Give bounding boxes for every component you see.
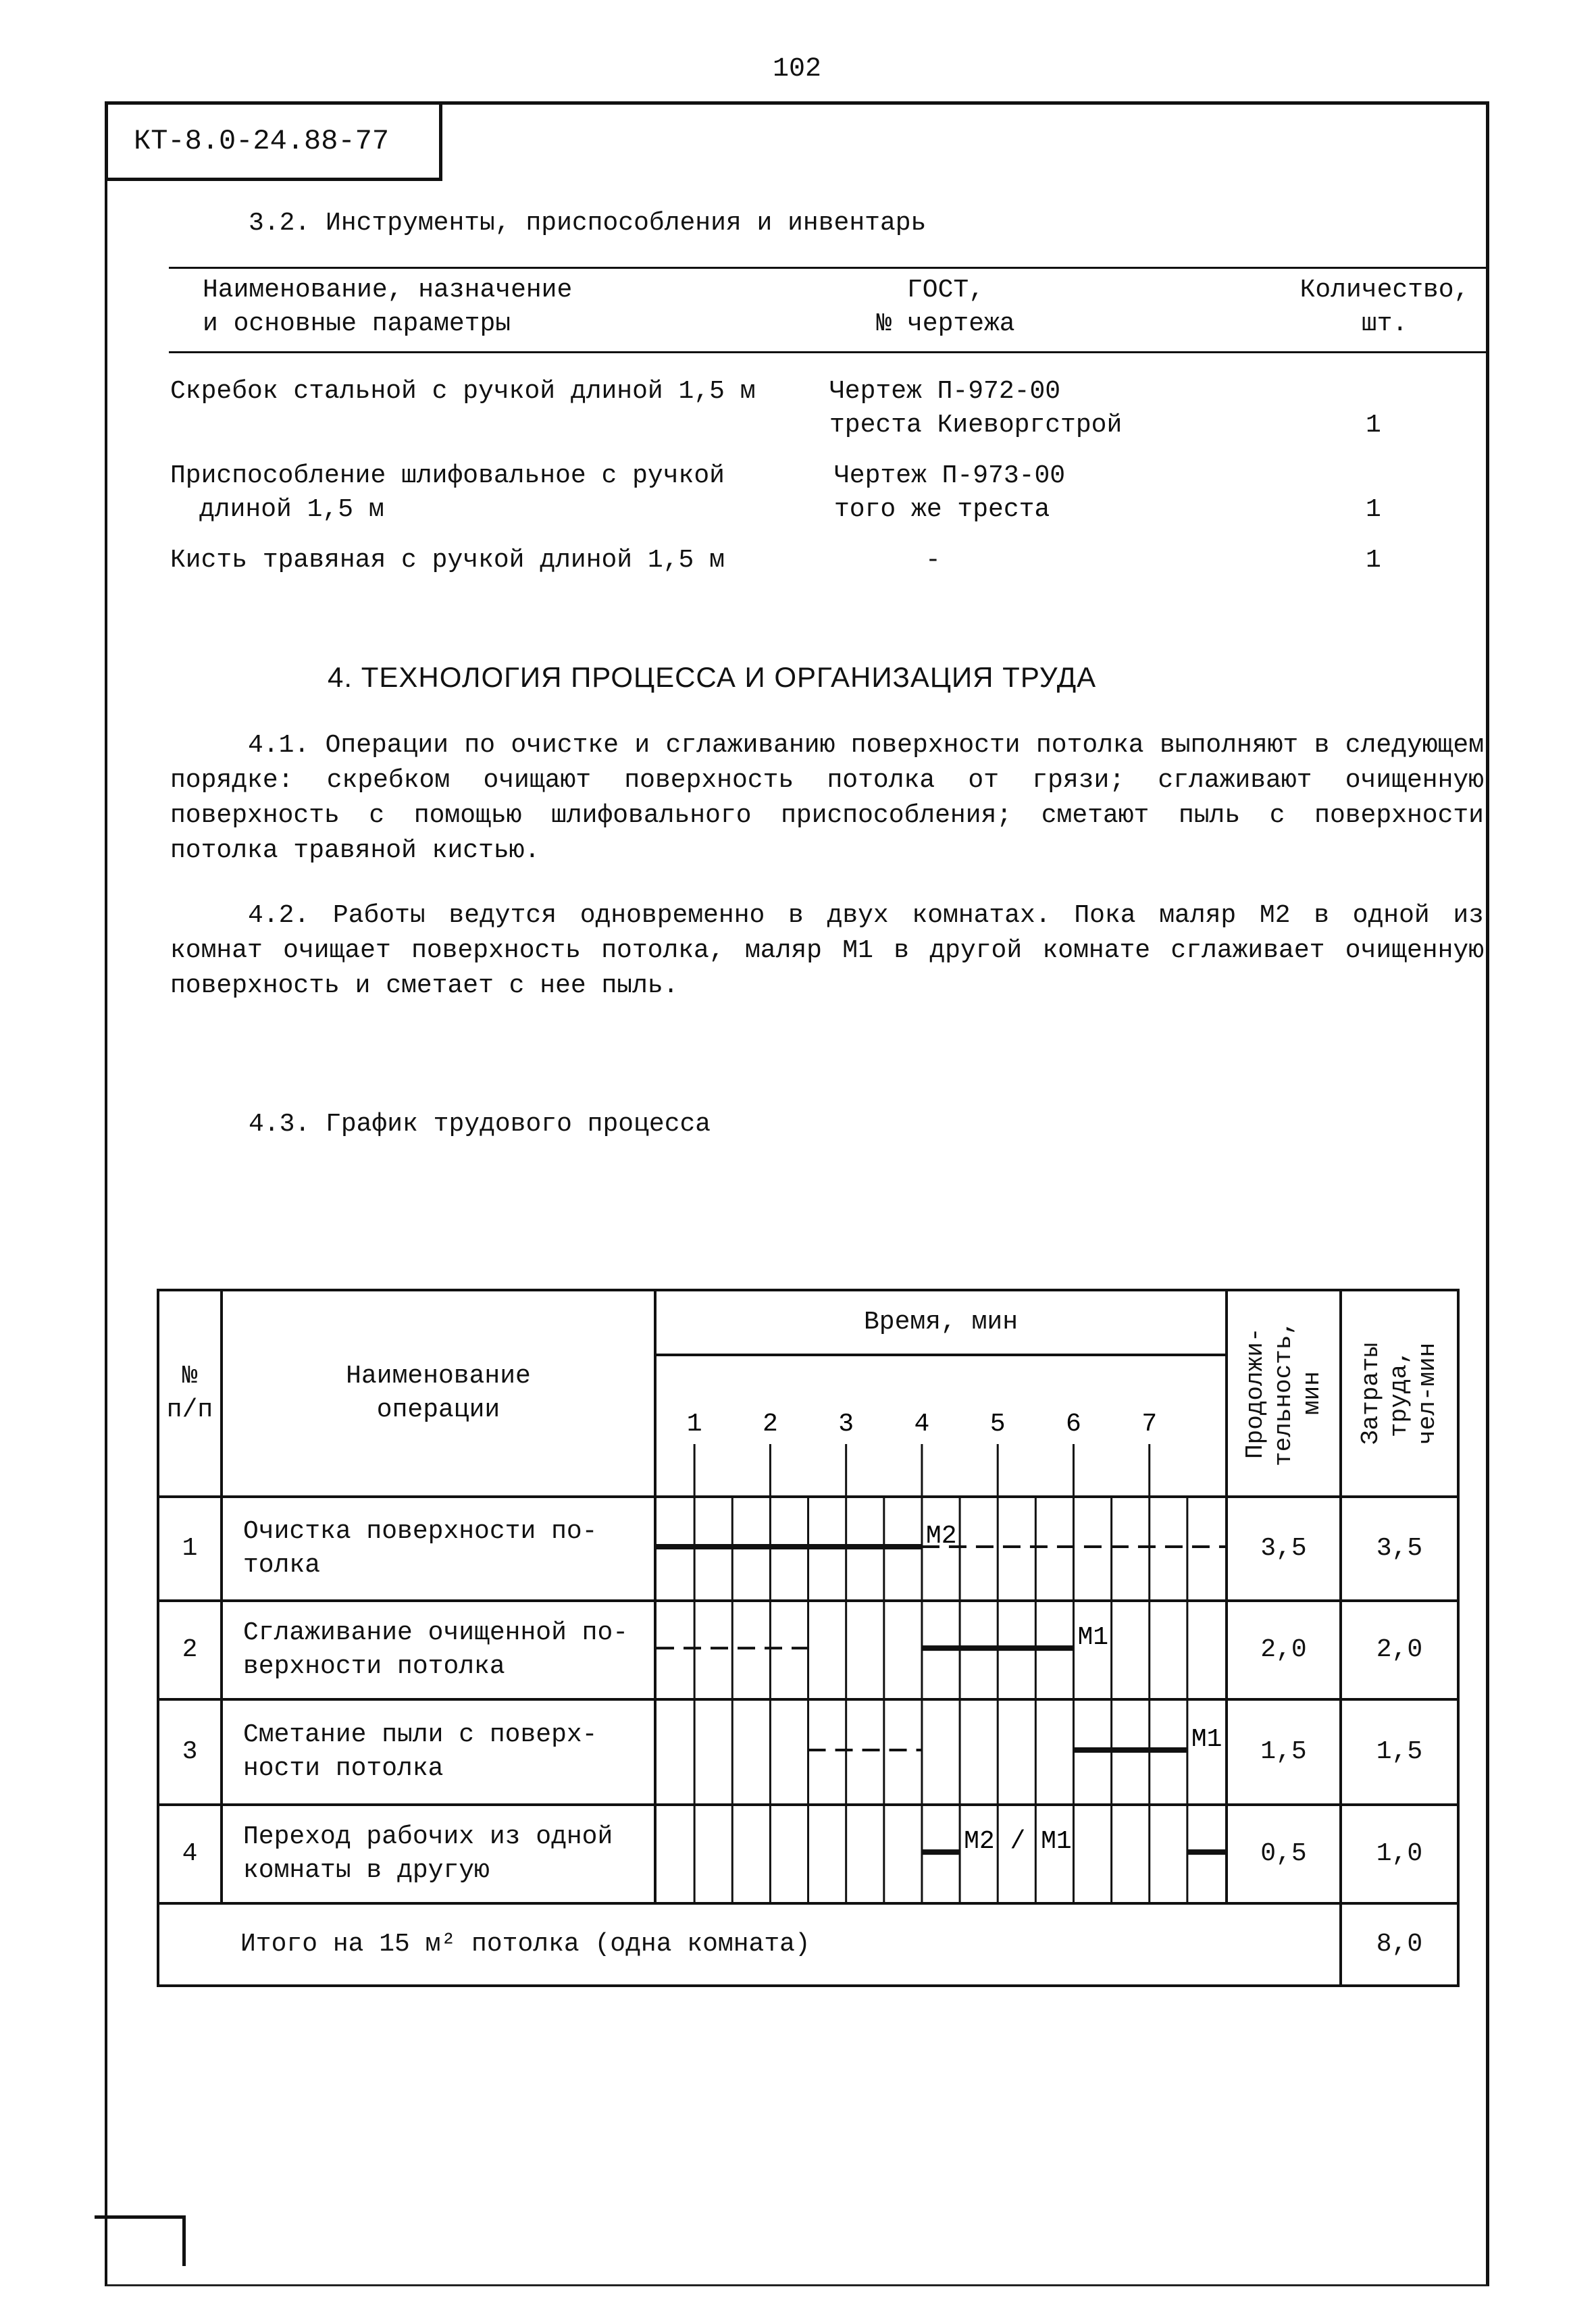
row-4-gantt (655, 1805, 1227, 1903)
tool-2-name-2: длиной 1,5 м (199, 495, 384, 524)
document-code: КТ-8.0-24.88-77 (105, 101, 442, 181)
tick-label-2: 2 (762, 1410, 778, 1439)
schedule-row-4 (158, 1805, 1458, 1903)
row-2-gantt (655, 1601, 1227, 1699)
row-4-gantt-svg (657, 1806, 1225, 1902)
col-duration-label-1: Продолжи- (1241, 1327, 1269, 1460)
col-labor-label-1: Затраты (1357, 1342, 1385, 1445)
tool-2-name-1: Приспособление шлифовальное с ручкой (170, 461, 725, 490)
col-duration-label-2: тельность, (1269, 1320, 1297, 1467)
col-duration-header (1227, 1290, 1341, 1497)
tool-1-qty: 1 (1366, 411, 1381, 440)
header-name-1: Наименование, назначение (203, 276, 573, 305)
time-axis-cell (655, 1355, 1227, 1497)
row-3-gantt-svg (657, 1701, 1225, 1803)
header-qty-1: Количество, (1299, 276, 1470, 305)
row-1-labor: 3,5 (1341, 1497, 1458, 1601)
time-axis-svg (657, 1356, 1225, 1495)
col-labor-label-2: труда, (1385, 1349, 1413, 1437)
row-4-name-line-2: комнаты в другую (243, 1856, 490, 1885)
row-4-name (222, 1805, 655, 1903)
col-time-header: Время, мин (655, 1290, 1227, 1355)
paragraph-4-1: 4.1. Операции по очистке и сглаживанию поверхности потолка выполняют в следующем порядке: скребком очищают поверхность потолка от грязи; сглаживают очищенную поверхность с помощью шлифовального приспособления; сметают пыль с поверхности потолка травяной кистью. (170, 731, 1484, 865)
page-number: 102 (772, 54, 821, 84)
row-4-num: 4 (158, 1805, 222, 1903)
row-1-num: 1 (158, 1497, 222, 1601)
row-1-name-line-1: Очистка поверхности по- (243, 1517, 598, 1546)
paragraph-4-3: 4.3. График трудового процесса (249, 1110, 711, 1139)
time-ticks (687, 1410, 1157, 1495)
tick-label-1: 1 (686, 1410, 702, 1439)
row-1-gantt-svg (657, 1498, 1225, 1599)
header-gost-2: № чертежа (876, 309, 1015, 338)
col-num-header (158, 1290, 222, 1497)
col-name-label-1: Наименование (346, 1362, 531, 1391)
header-qty-2: шт. (1361, 309, 1408, 338)
worker-label: M2 / M1 (964, 1827, 1072, 1857)
tool-2-gost-2: того же треста (834, 495, 1050, 524)
corner-mark (95, 2215, 186, 2266)
col-duration-label-3: мин (1297, 1371, 1326, 1416)
row-3-num: 3 (158, 1699, 222, 1805)
col-name-header (222, 1290, 655, 1497)
worker-label: M2 (925, 1522, 957, 1551)
row-4-labor: 1,0 (1341, 1805, 1458, 1903)
row-1-name-line-2: толка (243, 1551, 321, 1580)
tool-2-qty: 1 (1366, 495, 1381, 524)
col-labor-label-3: чел-мин (1414, 1342, 1441, 1445)
schedule-row-3 (158, 1699, 1458, 1805)
col-name-label-2: операции (376, 1395, 500, 1424)
row-4-duration: 0,5 (1227, 1805, 1341, 1903)
section-3-2-title: 3.2. Инструменты, приспособления и инвентарь (249, 209, 927, 238)
schedule-row-2 (158, 1601, 1458, 1699)
schedule-row-1 (158, 1497, 1458, 1601)
tool-3-name: Кисть травяная с ручкой длиной 1,5 м (170, 546, 725, 575)
row-2-num: 2 (158, 1601, 222, 1699)
header-bottom-rule (169, 351, 1489, 353)
row-2-name (222, 1601, 655, 1699)
tick-label-7: 7 (1141, 1410, 1158, 1439)
row-1-duration: 3,5 (1227, 1497, 1341, 1601)
row-1-name (222, 1497, 655, 1601)
row-2-duration: 2,0 (1227, 1601, 1341, 1699)
tool-2-gost-1: Чертеж П-973-00 (834, 461, 1066, 490)
tick-label-3: 3 (838, 1410, 854, 1439)
row-2-name-line-2: верхности потолка (243, 1652, 505, 1681)
col-num-label-2: п/п (166, 1395, 213, 1424)
tool-3-gost: - (925, 546, 941, 575)
worker-label: M1 (1191, 1724, 1222, 1754)
row-3-duration: 1,5 (1227, 1699, 1341, 1805)
worker-label: M1 (1077, 1623, 1109, 1653)
header-name-2: и основные параметры (203, 309, 511, 338)
row-3-labor: 1,5 (1341, 1699, 1458, 1805)
row-4-name-line-1: Переход рабочих из одной (243, 1822, 613, 1851)
tick-label-6: 6 (1066, 1410, 1081, 1439)
row-2-name-line-1: Сглаживание очищенной по- (243, 1618, 629, 1647)
row-3-name-line-2: ности потолка (243, 1754, 444, 1783)
row-3-gantt (655, 1699, 1227, 1805)
row-1-gantt (655, 1497, 1227, 1601)
section-4-heading: 4. ТЕХНОЛОГИЯ ПРОЦЕССА И ОРГАНИЗАЦИЯ ТРУДА (328, 661, 1097, 693)
paragraph-4-2: 4.2. Работы ведутся одновременно в двух комнатах. Пока маляр М2 в одной из комнат очищает поверхность потолка, маляр М1 в другой комнате сглаживает очищенную поверхность и сметает с нее пыль. (170, 901, 1484, 1000)
row-3-name (222, 1699, 655, 1805)
tool-1-gost-2: треста Киеворгстрой (829, 411, 1123, 440)
row-3-name-line-1: Сметание пыли с поверх- (243, 1720, 598, 1749)
row-2-gantt-svg (657, 1602, 1225, 1698)
col-num-label-1: № (182, 1362, 198, 1391)
row-2-labor: 2,0 (1341, 1601, 1458, 1699)
tool-1-gost-1: Чертеж П-972-00 (829, 377, 1061, 406)
tick-label-5: 5 (989, 1410, 1006, 1439)
table-top-rule (169, 267, 1489, 269)
labor-schedule-table (157, 1289, 1460, 1987)
total-label: Итого на 15 м² потолка (одна комната) (158, 1903, 1341, 1986)
schedule-total-row (158, 1903, 1458, 1986)
col-labor-header (1341, 1290, 1458, 1497)
total-value: 8,0 (1341, 1903, 1458, 1986)
tick-label-4: 4 (914, 1410, 930, 1439)
tool-3-qty: 1 (1366, 546, 1381, 575)
header-gost-1: ГОСТ, (906, 276, 985, 305)
tool-1-name: Скребок стальной с ручкой длиной 1,5 м (170, 377, 756, 406)
